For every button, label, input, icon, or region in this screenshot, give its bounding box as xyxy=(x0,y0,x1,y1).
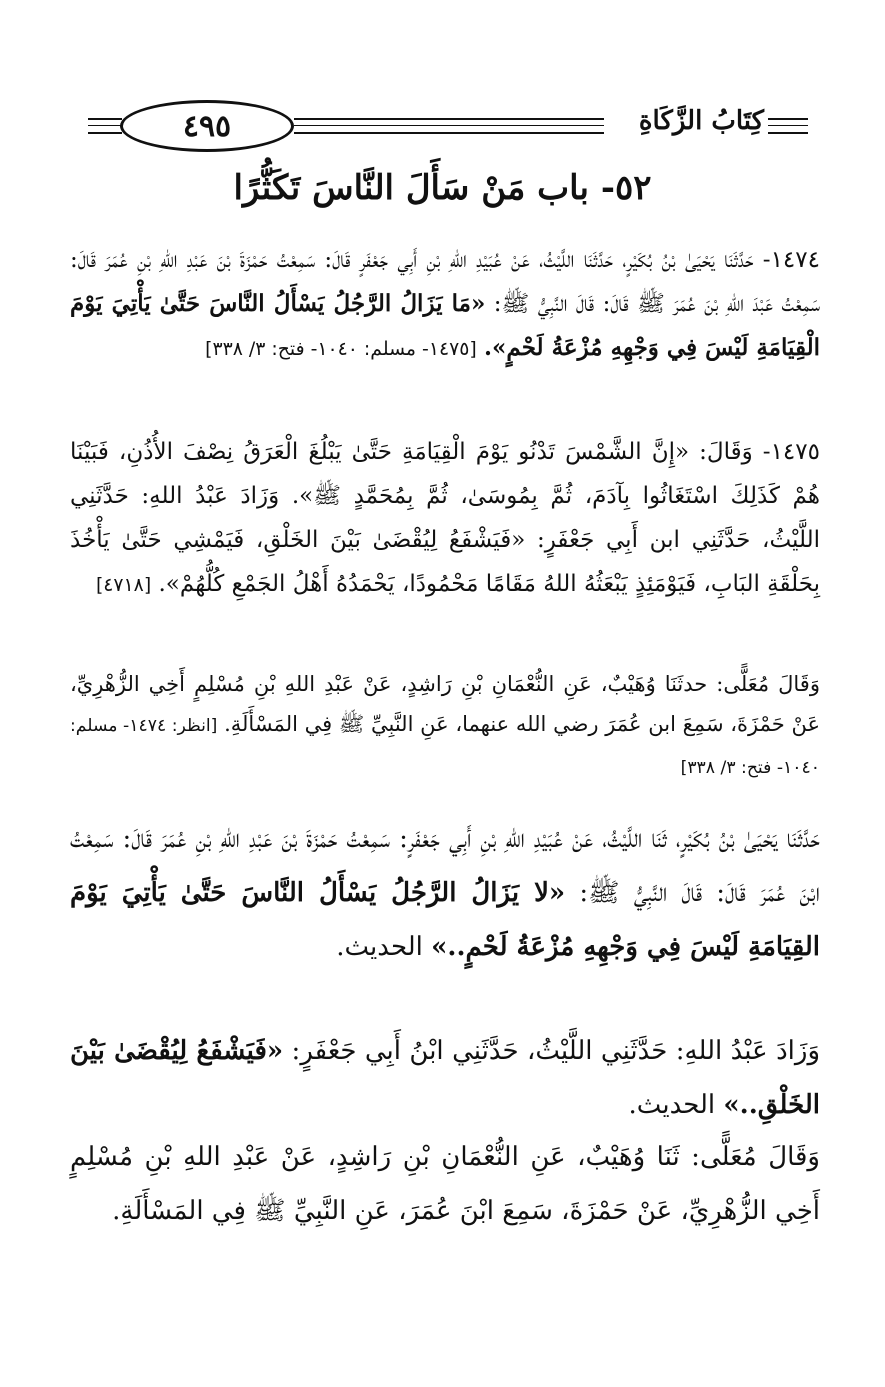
header-rule-right-top xyxy=(768,118,808,120)
variant-3-text: وَقَالَ مُعَلًّى: ثَنَا وُهَيْبٌ، عَنِ النُّعْمَانِ بْنِ رَاشِدٍ، عَنْ عَبْدِ اللهِ بْنِ مُسْلِمٍ أَخِي الزُّهْرِيِّ، عَنْ حَمْزَةَ، سَمِعَ ابْنَ عُمَرَ، عَنِ النَّبِيِّ ﷺ فِي المَسْأَلَةِ. xyxy=(70,1142,820,1226)
header-rule-right-mid xyxy=(768,125,808,126)
variant-1 xyxy=(70,812,820,974)
header-rule-top xyxy=(294,118,604,120)
muallaq-ref: [انظر: ١٤٧٤- مسلم: ١٠٤٠- فتح: ٣/ ٣٣٨] xyxy=(70,716,820,778)
hadith-1475-ref: [٤٧١٨] xyxy=(95,574,152,596)
header-rule-mid xyxy=(294,125,604,126)
hadith-1474-quote: «مَا يَزَالُ الرَّجُلُ يَسْأَلُ النَّاسَ حَتَّىٰ يَأْتِيَ يَوْمَ الْقِيَامَةِ لَيْسَ فِي وَجْهِهِ مُزْعَةُ لَحْمٍ». xyxy=(70,290,820,361)
variant-1-tail: الحديث. xyxy=(336,932,432,962)
page-header xyxy=(88,98,808,154)
variant-2-quote: «فَيَشْفَعُ لِيُقْضَىٰ بَيْنَ الخَلْقِ..» xyxy=(70,1036,820,1120)
header-rule-left-mid xyxy=(88,125,122,126)
hadith-1474-text: ١٤٧٤- حَدَّثَنَا يَحْيَىٰ بْنُ بُكَيْرٍ، حَدَّثَنَا اللَّيْثُ، عَنْ عُبَيْدِ اللهِ بْنِ أَبِي جَعْفَرٍ قَالَ: سَمِعْتُ حَمْزَةَ بْنَ عَبْدِ اللهِ بْنِ عُمَرَ قَالَ: سَمِعْتُ عَبْدَ اللهِ بْنَ عُمَرَ ﷺ قَالَ: قَالَ النَّبِيُّ ﷺ: xyxy=(70,247,820,317)
variant-3 xyxy=(70,1130,820,1238)
header-rule-left-top xyxy=(88,118,122,120)
header-rule-right-bottom xyxy=(768,132,808,134)
header-rule-left-bottom xyxy=(88,132,122,134)
hadith-1475-text: ١٤٧٥- وَقَالَ: «إِنَّ الشَّمْسَ تَدْنُو يَوْمَ الْقِيَامَةِ حَتَّىٰ يَبْلُغَ الْعَرَقُ نِصْفَ الأُذُنِ، فَبَيْنَا هُمْ كَذَلِكَ اسْتَغَاثُوا بِآدَمَ، ثُمَّ بِمُوسَىٰ، ثُمَّ بِمُحَمَّدٍ ﷺ». وَزَادَ عَبْدُ اللهِ: حَدَّثَنِي اللَّيْثُ، حَدَّثَنِي ابن أَبِي جَعْفَرٍ: «فَيَشْفَعُ لِيُقْضَىٰ بَيْنَ الخَلْقِ، فَيَمْشِي حَتَّىٰ يَأْخُذَ بِحَلْقَةِ البَابِ، فَيَوْمَئِذٍ يَبْعَثُهُ اللهُ مَقَامًا مَحْمُودًا، يَحْمَدُهُ أَهْلُ الجَمْعِ كُلُّهُمْ». xyxy=(70,439,820,597)
variant-2-text: وَزَادَ عَبْدُ اللهِ: حَدَّثَنِي اللَّيْثُ، حَدَّثَنِي ابْنُ أَبِي جَعْفَرٍ: xyxy=(283,1036,820,1066)
muallaq-note xyxy=(70,664,820,788)
variant-2 xyxy=(70,1024,820,1132)
page-number: ٤٩٥ xyxy=(120,100,294,152)
chapter-title: ٥٢- باب مَنْ سَأَلَ النَّاسَ تَكَثُّرًا xyxy=(233,168,652,208)
book-title: كِتَابُ الزَّكَاةِ xyxy=(629,106,764,136)
hadith-1474-ref: [١٤٧٥- مسلم: ١٠٤٠- فتح: ٣/ ٣٣٨] xyxy=(205,338,477,360)
variant-2-tail: الحديث. xyxy=(628,1090,724,1120)
hadith-1474 xyxy=(70,238,820,371)
variant-1-quote: «لا يَزَالُ الرَّجُلُ يَسْأَلُ النَّاسَ حَتَّىٰ يَأْتِيَ يَوْمَ القِيَامَةِ لَيْسَ فِي وَجْهِهِ مُزْعَةُ لَحْمٍ..» xyxy=(70,878,820,962)
variant-1-text: حَدَّثَنَا يَحْيَىٰ بْنُ بُكَيْرٍ، ثَنَا اللَّيْثُ، عَنْ عُبَيْدِ اللهِ بْنِ أَبِي جَعْفَرٍ: سَمِعْتُ حَمْزَةَ بْنَ عَبْدِ اللهِ بْنِ عُمَرَ قَالَ: سَمِعْتُ ابْنَ عُمَرَ قَالَ: قَالَ النَّبِيُّ ﷺ: xyxy=(70,824,820,908)
header-rule-bottom xyxy=(294,132,604,134)
hadith-1475 xyxy=(70,430,820,607)
muallaq-text: وَقَالَ مُعَلًّى: حدثَنَا وُهَيْبٌ، عَنِ النُّعْمَانِ بْنِ رَاشِدٍ، عَنْ عَبْدِ اللهِ بْنِ مُسْلِمٍ أَخِي الزُّهْرِيِّ، عَنْ حَمْزَةَ، سَمِعَ ابن عُمَرَ رضي الله عنهما، عَنِ النَّبِيِّ ﷺ فِي المَسْأَلَةِ. xyxy=(70,672,820,736)
